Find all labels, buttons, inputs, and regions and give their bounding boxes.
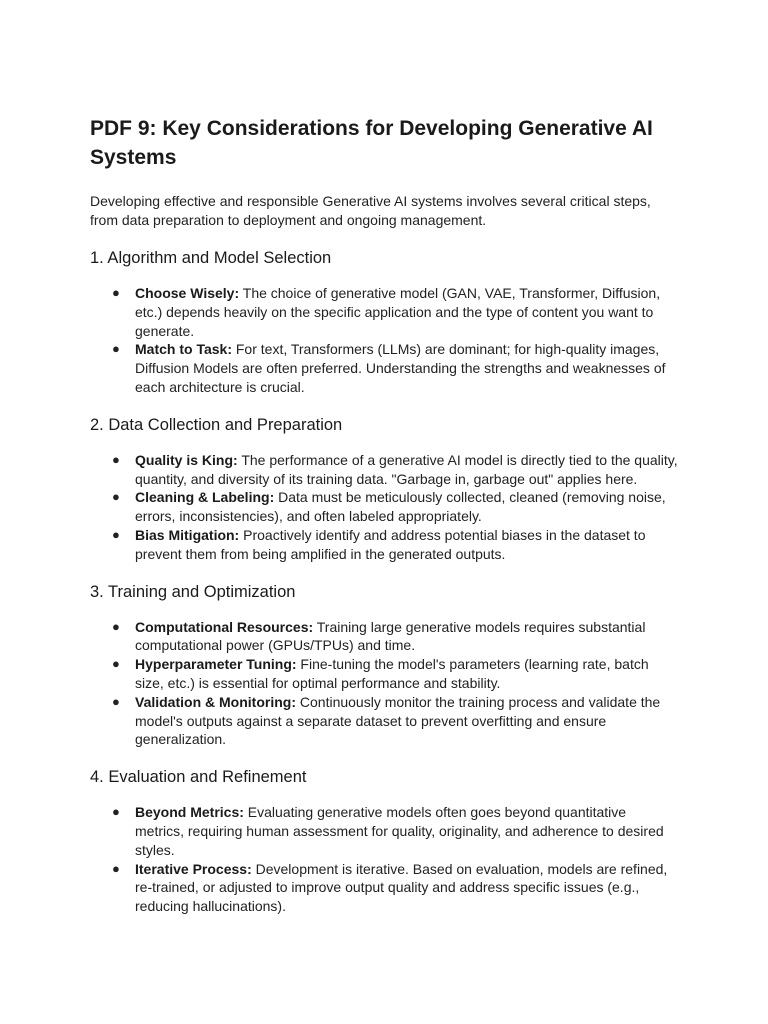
bullet-text: For text, Transformers (LLMs) are dominant; for high-quality images, Diffusion Models are often preferred. Understanding the strengths and weaknesses of each architecture is crucial. <box>135 341 666 395</box>
bullet-text: Data must be meticulously collected, cleaned (removing noise, errors, inconsistencies), and often labeled appropriately. <box>135 489 666 525</box>
bullet-icon: ● <box>112 860 120 876</box>
section-training-optimization <box>90 581 678 750</box>
bullet-icon: ● <box>112 656 120 672</box>
bullet-term: Quality is King: <box>135 451 238 468</box>
bullet-icon: ● <box>112 804 120 820</box>
section-heading: 2. Data Collection and Preparation <box>90 415 343 434</box>
bullet-text: Training large generative models requires substantial computational power (GPUs/TPUs) and time. <box>135 618 646 654</box>
section-data-collection-preparation <box>90 414 678 564</box>
bullet-term: Beyond Metrics: <box>135 804 244 821</box>
bullet-icon: ● <box>112 341 120 357</box>
list-item <box>90 618 678 656</box>
list-item <box>90 860 678 916</box>
bullet-term: Cleaning & Labeling: <box>135 489 275 506</box>
bullet-text: Fine-tuning the model's parameters (learning rate, batch size, etc.) is essential for optimal performance and stability. <box>135 656 649 691</box>
section-heading: 1. Algorithm and Model Selection <box>90 249 332 267</box>
bullet-term: Iterative Process: <box>135 860 252 877</box>
bullet-term: Computational Resources: <box>135 618 314 635</box>
bullet-text: Evaluating generative models often goes beyond quantitative metrics, requiring human assessment for quality, originality, and adherence to desired styles. <box>135 804 664 858</box>
section-heading: 4. Evaluation and Refinement <box>90 768 307 787</box>
list-item <box>90 451 678 489</box>
list-item <box>90 340 678 396</box>
list-item <box>90 488 678 526</box>
bullet-text: The choice of generative model (GAN, VAE, Transformer, Diffusion, etc.) depends heavily on the specific application and the type of content you want to generate. <box>135 285 661 339</box>
list-item <box>90 803 678 859</box>
bullet-term: Hyperparameter Tuning: <box>135 656 297 673</box>
bullet-icon: ● <box>112 526 120 542</box>
bullet-icon: ● <box>112 618 120 634</box>
bullet-icon: ● <box>112 451 120 467</box>
section-algorithm-model-selection <box>90 247 678 397</box>
section-heading: 3. Training and Optimization <box>90 582 296 601</box>
list-item <box>90 284 678 340</box>
bullet-icon: ● <box>112 693 120 709</box>
list-item <box>90 526 678 564</box>
section-evaluation-refinement <box>90 766 678 916</box>
bullet-icon: ● <box>112 285 120 300</box>
bullet-term: Bias Mitigation: <box>135 526 240 543</box>
bullet-text: Continuously monitor the training process and validate the model's outputs against a separate dataset to prevent overfitting and ensure generalization. <box>135 693 661 748</box>
bullet-icon: ● <box>112 489 120 505</box>
bullet-text: Development is iterative. Based on evaluation, models are refined, re-trained, or adjusted to improve output quality and address specific issues (e.g., reducing hallucinations). <box>135 860 668 915</box>
bullet-list <box>90 803 678 916</box>
list-item <box>90 655 678 693</box>
bullet-term: Match to Task: <box>135 341 232 358</box>
bullet-term: Choose Wisely: <box>135 285 240 301</box>
bullet-text: Proactively identify and address potential biases in the dataset to prevent them from being amplified in the generated outputs. <box>135 526 646 562</box>
bullet-term: Validation & Monitoring: <box>135 693 296 710</box>
bullet-text: The performance of a generative AI model is directly tied to the quality, quantity, and diversity of its training data. "Garbage in, garbage out" applies here. <box>135 451 678 487</box>
bullet-list <box>90 618 678 750</box>
bullet-list <box>90 284 678 397</box>
list-item <box>90 693 678 749</box>
intro-paragraph: Developing effective and responsible Generative AI systems involves several critical steps, from data preparation to deployment and ongoing management. <box>90 193 651 228</box>
document-title: PDF 9: Key Considerations for Developing Generative AI Systems <box>90 117 653 169</box>
bullet-list <box>90 451 678 564</box>
